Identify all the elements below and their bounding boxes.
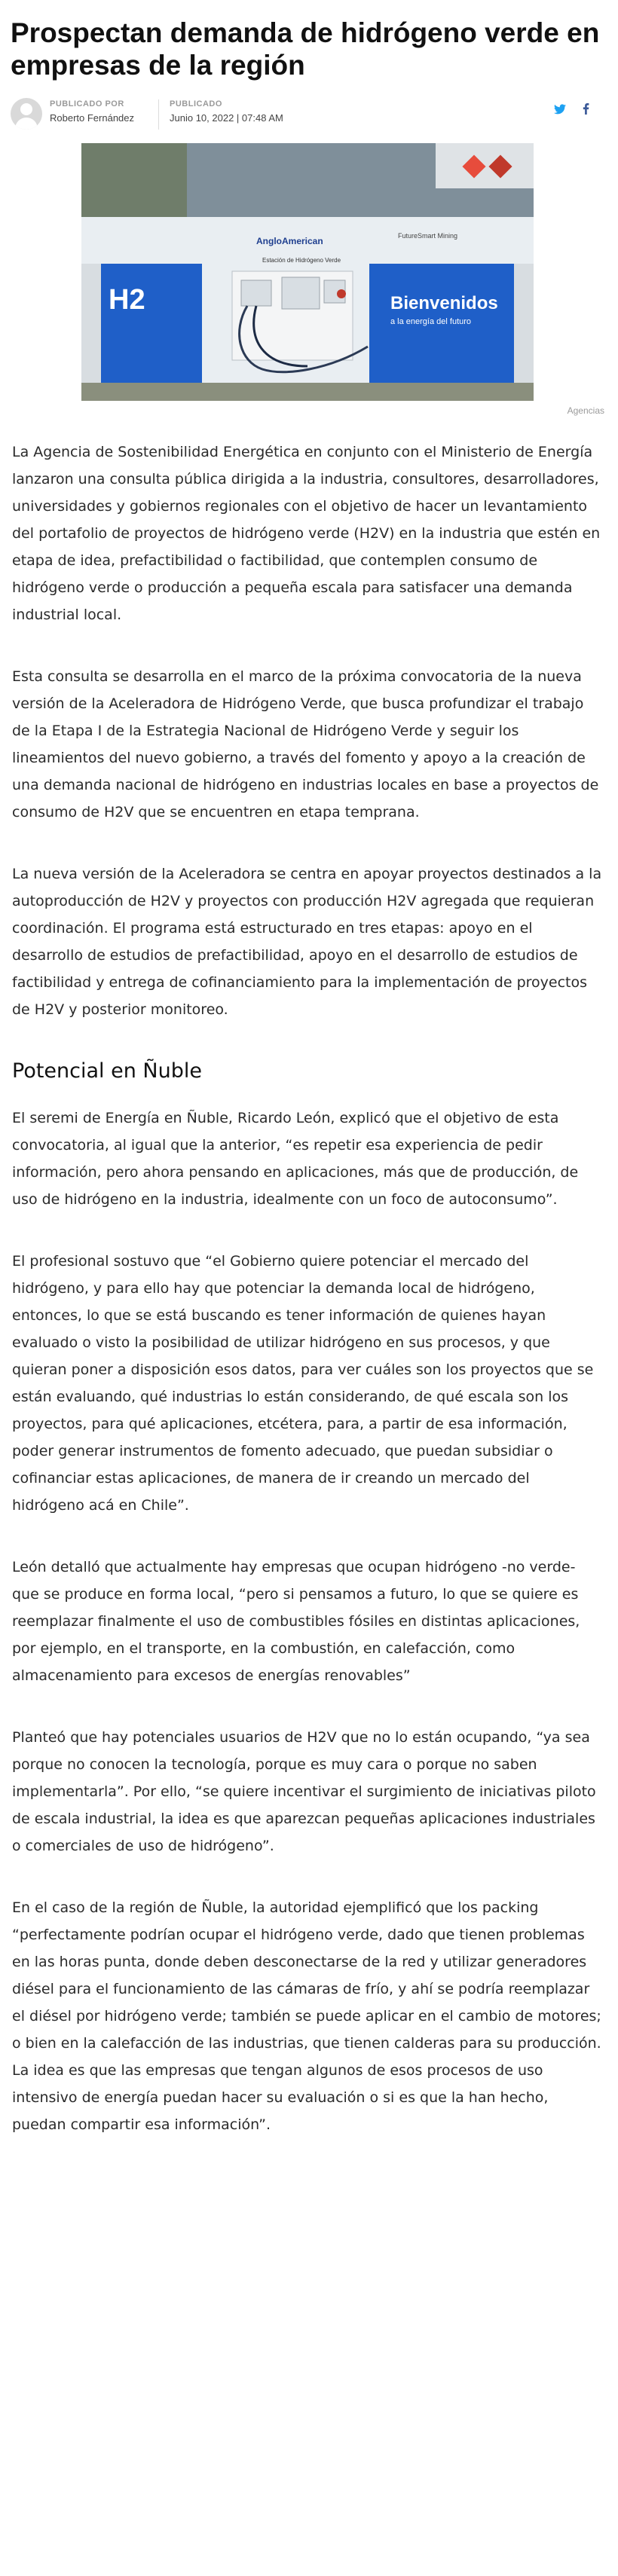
paragraph: Planteó que hay potenciales usuarios de H2V que no lo están ocupando, “ya sea porque no conocen la tecnología, porque es muy cara o porque no saben implementarla”. Por ello, “se quiere incentivar el surgimiento de iniciativas piloto de escala industrial, la idea es que aparezcan pequeñas aplicaciones industriales o comerciales de uso de hidrógeno”. — [12, 1729, 596, 1854]
avatar — [11, 98, 42, 130]
paragraph: El profesional sostuvo que “el Gobierno quiere potenciar el mercado del hidrógeno, y para ello hay que potenciar la demanda local de hidrógeno, entonces, lo que se está buscando es tener información de quienes hayan evaluado o visto la posibilidad de utilizar hidrógeno en sus procesos, y que quieran poner a disposición esos datos, para ver cuáles son los proyectos que se están evaluando, qué industrias lo están considerando, de qué escala son los proyectos, para qué aplicaciones, etcétera, para, a partir de esa información, poder generar instrumentos de fomento adecuado, que puedan subsidiar o cofinanciar estas aplicaciones, de manera de ir creando un mercado del hidrógeno acá en Chile”. — [12, 1253, 594, 1514]
twitter-icon[interactable] — [552, 102, 568, 119]
article-body — [0, 416, 618, 2138]
image-h2: H2 — [109, 284, 145, 316]
paragraph: La nueva versión de la Aceleradora se centra en apoyar proyectos destinados a la autoproducción de H2V y proyectos con producción H2V agregada que requieran coordinación. El programa está estructurado en tres etapas: apoyo en el desarrollo de estudios de prefactibilidad, apoyo en el desarrollo de estudios de factibilidad y entrega de cofinanciamiento para la implementación de proyectos de H2V y posterior monitoreo. — [12, 866, 602, 1018]
paragraph: La Agencia de Sostenibilidad Energética en conjunto con el Ministerio de Energía lanzaron una consulta pública dirigida a la industria, consultores, desarrolladores, universidades y gobiernos regionales con el objetivo de hacer un levantamiento del portafolio de proyectos de hidrógeno verde (H2V) en la industria que estén en etapa de idea, prefactibilidad o factibilidad, que contemplen consumo de hidrógeno verde o producción a pequeña escala para satisfacer una demanda industrial local. — [12, 444, 601, 623]
image-mining: FutureSmart Mining — [398, 232, 458, 240]
image-station: Estación de Hidrógeno Verde — [262, 257, 341, 264]
date-label: PUBLICADO — [170, 99, 222, 108]
facebook-icon[interactable] — [577, 102, 594, 119]
author-label: PUBLICADO POR — [50, 99, 124, 108]
author-name: Roberto Fernández — [50, 112, 135, 124]
publish-date: Junio 10, 2022 | 07:48 AM — [170, 112, 283, 124]
image-welcome-sub: a la energía del futuro — [390, 317, 472, 326]
article-meta — [11, 92, 607, 131]
image-caption: Agencias — [567, 405, 604, 416]
date-block — [158, 99, 283, 130]
author-block — [50, 99, 134, 124]
article-image — [81, 143, 534, 401]
article-title: Prospectan demanda de hidrógeno verde en empresas de la región — [11, 17, 600, 81]
image-welcome: Bienvenidos — [390, 293, 498, 313]
image-brand: AngloAmerican — [256, 236, 323, 246]
paragraph: Esta consulta se desarrolla en el marco de la próxima convocatoria de la nueva versión de la Aceleradora de Hidrógeno Verde, que busca profundizar el trabajo de la Etapa I de la Estrategia Nacional de Hidrógeno Verde y seguir los lineamientos del nuevo gobierno, a través del fomento y apoyo a la creación de una demanda nacional de hidrógeno en industrias locales en base a proyectos de consumo de H2V que se encuentren en etapa temprana. — [12, 668, 599, 820]
section-heading: Potencial en Ñuble — [12, 1059, 202, 1083]
paragraph: León detalló que actualmente hay empresas que ocupan hidrógeno -no verde- que se produce en forma local, “pero si pensamos a futuro, lo que se quiere es reemplazar finalmente el uso de combustibles fósiles en distintas aplicaciones, por ejemplo, en el transporte, en la combustión, en calefacción, como almacenamiento para excesos de energías renovables” — [12, 1559, 580, 1684]
paragraph: En el caso de la región de Ñuble, la autoridad ejemplificó que los packing “perfectamente podrían ocupar el hidrógeno verde, dado que tienen problemas en las horas punta, donde deben desconectarse de la red y utilizar generadores diésel para el funcionamiento de las cámaras de frío, y ahí se podría reemplazar el diésel por hidrógeno verde; también se puede aplicar en el cambio de motores; o bien en la calefacción de las industrias, que tienen calderas para su producción. La idea es que las empresas que tengan algunos de esos procesos de uso intensivo de energía puedan hacer su evaluación o si es que la han hecho, puedan compartir esa información”. — [12, 1899, 601, 2133]
paragraph: El seremi de Energía en Ñuble, Ricardo León, explicó que el objetivo de esta convocatoria, al igual que la anterior, “es repetir esa experiencia de pedir información, pero ahora pensando en aplicaciones, más que de producción, de uso de hidrógeno en la industria, idealmente con un foco de autoconsumo”. — [12, 1110, 579, 1208]
